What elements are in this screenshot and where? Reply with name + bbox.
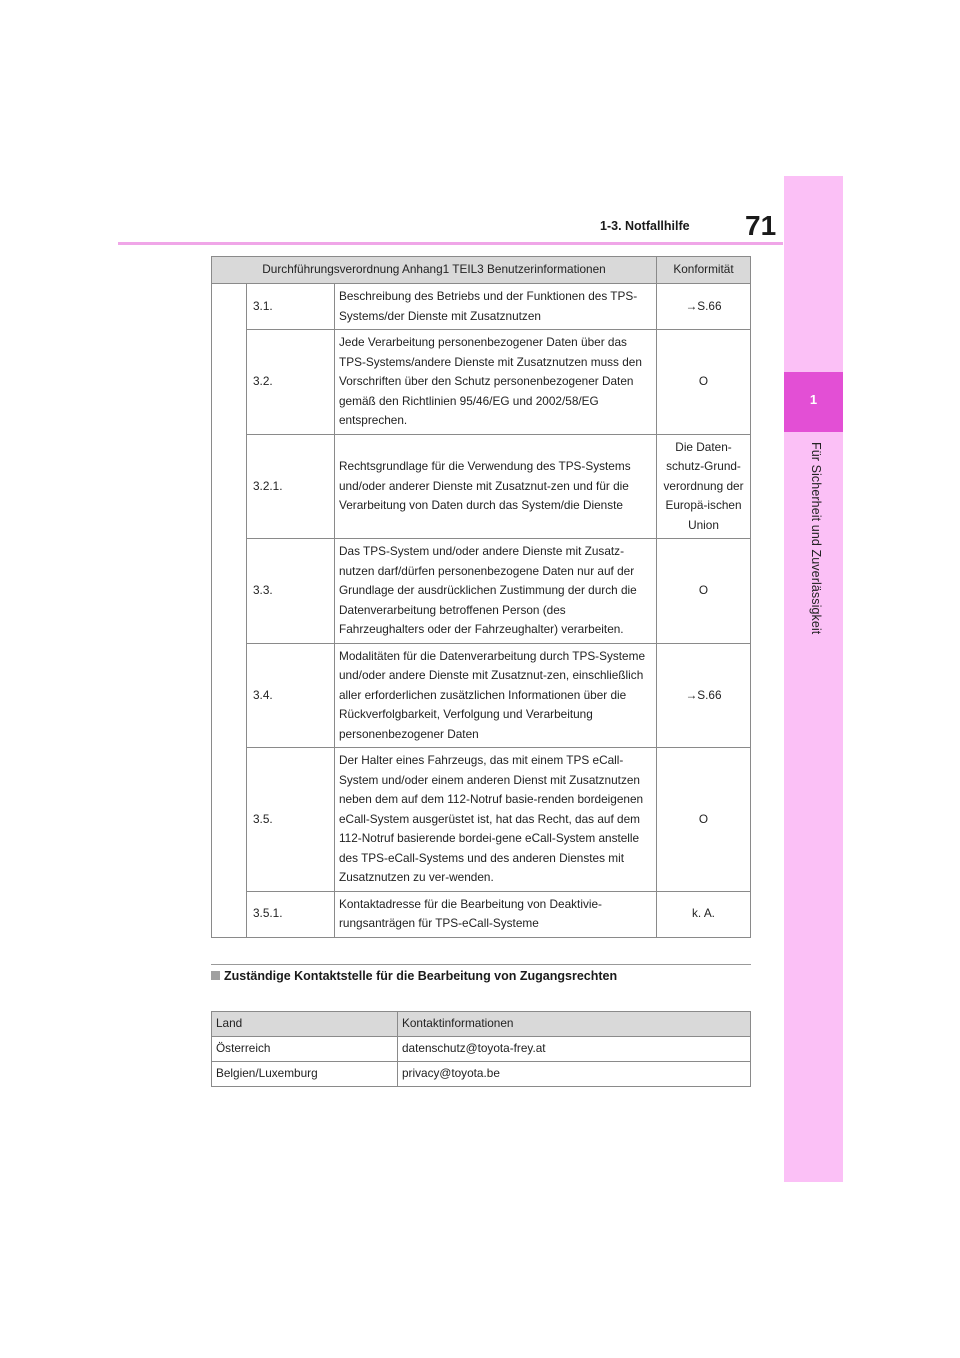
table-header-row [212,257,751,284]
contact-table [211,1011,751,1087]
table-row [212,284,751,330]
row-text: Kontaktadresse für die Bearbeitung von Deaktivie-rungsanträgen für TPS-eCall-Systeme [335,891,657,937]
row-number: 3.1. [247,284,335,330]
section-title: 1-3. Notfallhilfe [600,219,690,233]
header-rule [118,242,783,245]
table-row [212,748,751,892]
row-text: Jede Verarbeitung personenbezogener Daten über das TPS-Systems/andere Dienste mit Zusatznutzen muss den Vorschriften über den Schutz personenbezogener Daten gemäß den Richtlinien 95/46/EG und 2002/58/EG entsprechen. [335,330,657,435]
row-conformity: →S.66 [657,643,751,748]
row-text: Beschreibung des Betriebs und der Funktionen des TPS-Systems/der Dienste mit Zusatznutzen [335,284,657,330]
contact-cell: datenschutz@toyota-frey.at [398,1037,751,1062]
conformity-table [211,256,751,938]
row-text: Der Halter eines Fahrzeugs, das mit einem TPS eCall-System und/oder einem anderen Dienst mit Zusatznutzen neben dem auf dem 112-Notruf basie-renden bordeigenen eCall-System ausgerüstet ist, hat das Recht, das auf dem 112-Notruf basierende bordei-gene eCall-System anstelle des TPS-eCall-Systems und des anderen Dienstes mit Zusatznutzen zu ver-wenden. [335,748,657,892]
table-row [212,891,751,937]
table-row [212,1037,751,1062]
chapter-number: 1 [809,392,818,407]
indent-cell [212,284,247,938]
header-land: Land [212,1012,398,1037]
section-divider [211,964,751,965]
table-row [212,1062,751,1087]
row-text: Das TPS-System und/oder andere Dienste mit Zusatz-nutzen darf/dürfen personenbezogene Daten nur auf der Grundlage der ausdrücklichen Zustimmung der durch die Datenverarbeitung betroffenen Person (des Fahrzeughalters oder der Fahrzeughalter) verarbeiten. [335,539,657,644]
chapter-label: Für Sicherheit und Zuverlässigkeit [809,442,823,635]
row-text: Rechtsgrundlage für die Verwendung des TPS-Systems und/oder anderer Dienste mit Zusatznut-zen und für die Verarbeitung von Daten durch das System/die Dienste [335,434,657,539]
row-number: 3.2.1. [247,434,335,539]
row-conformity: k. A. [657,891,751,937]
row-conformity: O [657,539,751,644]
row-conformity: →S.66 [657,284,751,330]
table-row [212,330,751,435]
table-header-row [212,1012,751,1037]
country-cell: Österreich [212,1037,398,1062]
page-number: 71 [745,210,777,241]
table-row [212,539,751,644]
row-number: 3.4. [247,643,335,748]
row-conformity: O [657,748,751,892]
table-row [212,643,751,748]
table-row [212,434,751,539]
row-number: 3.3. [247,539,335,644]
subheading-text: Zuständige Kontaktstelle für die Bearbeitung von Zugangsrechten [224,969,618,983]
row-number: 3.5. [247,748,335,892]
subheading [211,969,617,983]
row-conformity: Die Daten-schutz-Grund-verordnung der Europä-ischen Union [657,434,751,539]
header-regulation: Durchführungsverordnung Anhang1 TEIL3 Benutzerinformationen [212,257,657,284]
row-conformity: O [657,330,751,435]
row-number: 3.5.1. [247,891,335,937]
header-conformity: Konformität [657,257,751,284]
row-number: 3.2. [247,330,335,435]
chapter-side-tab [784,176,843,1182]
row-text: Modalitäten für die Datenverarbeitung durch TPS-Systeme und/oder andere Dienste mit Zusatznut-zen, einschließlich aller erforderlichen zusätzlichen Informationen über die Rückverfolgbarkeit, Verfolgung und Verarbeitung personenbezogener Daten [335,643,657,748]
contact-cell: privacy@toyota.be [398,1062,751,1087]
header-contact: Kontaktinformationen [398,1012,751,1037]
square-bullet-icon [211,971,220,980]
country-cell: Belgien/Luxemburg [212,1062,398,1087]
